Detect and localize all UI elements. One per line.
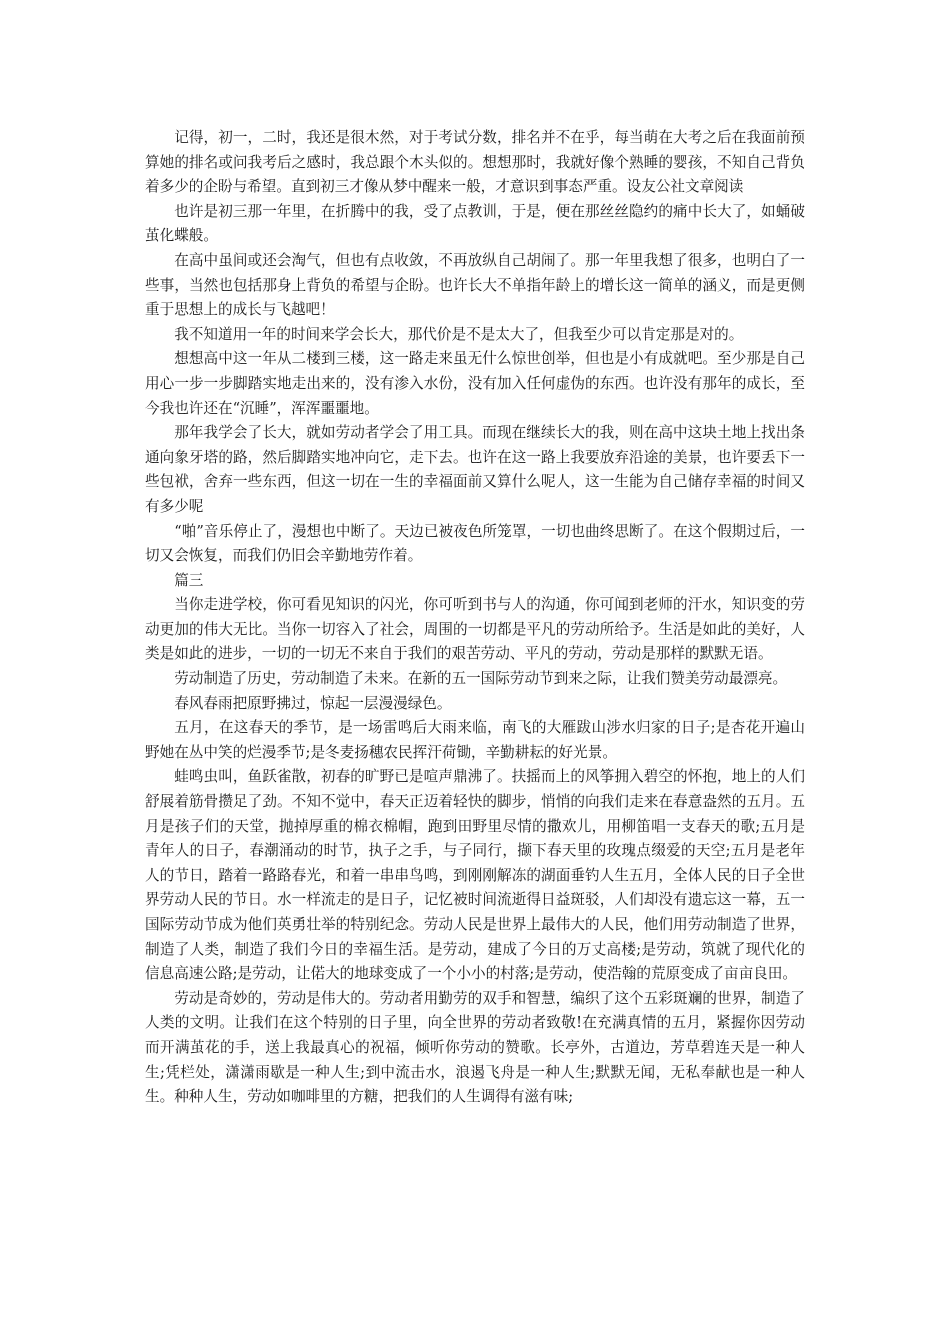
paragraph: 劳动是奇妙的，劳动是伟大的。劳动者用勤劳的双手和智慧，编织了这个五彩斑斓的世界，制造了人类的文明。让我们在这个特别的日子里，向全世界的劳动者致敬!在充满真情的五月，紧握你因劳动而开满茧花的手，送上我最真心的祝福，倾听你劳动的赞歌。长亭外，古道边，芳草碧连天是一种人生;凭栏处，潇潇雨歇是一种人生;到中流击水，浪遏飞舟是一种人生;默默无闻，无私奉献也是一种人生。种种人生，劳动如咖啡里的方糖，把我们的人生调得有滋有味;: [145, 989, 805, 1106]
paragraph: 那年我学会了长大，就如劳动者学会了用工具。而现在继续长大的我，则在高中这块土地上找出条通向象牙塔的路，然后脚踏实地冲向它，走下去。也许在这一路上我要放弃沿途的美景，也许要丢下一些包袱，舍弃一些东西，但这一切在一生的幸福面前又算什么呢人，这一生能为自己储存幸福的时间又有多少呢: [145, 424, 805, 515]
paragraph: 我不知道用一年的时间来学会长大，那代价是不是太大了，但我至少可以肯定那是对的。: [174, 325, 744, 343]
paragraph: 记得，初一，二时，我还是很木然，对于考试分数，排名并不在乎，每当萌在大考之后在我面前预算她的排名或问我考后之感时，我总跟个木头似的。想想那时，我就好像个熟睡的婴孩，不知自己背负着多少的企盼与希望。直到初三才像从梦中醒来一般，才意识到事态严重。设友公社文章阅读: [145, 129, 805, 196]
paragraph: 蛙鸣虫叫，鱼跃雀散，初春的旷野已是喧声鼎沸了。扶摇而上的风筝拥入碧空的怀抱，地上的人们舒展着筋骨攒足了劲。不知不觉中，春天正迈着轻快的脚步，悄悄的向我们走来在春意盎然的五月。五月是孩子们的天堂，抛掉厚重的棉衣棉帽，跑到田野里尽情的撒欢儿，用柳笛唱一支春天的歌;五月是青年人的日子，春潮涌动的时节，执子之手，与子同行，撷下春天里的玫瑰点缀爱的天空;五月是老年人的节日，踏着一路路春光，和着一串串鸟鸣，到刚刚解冻的湖面垂钓人生五月，全体人民的日子全世界劳动人民的节日。水一样流走的是日子，记忆被时间流逝得日益斑驳，人们却没有遗忘这一幕，五一国际劳动节成为他们英勇壮举的特别纪念。劳动人民是世界上最伟大的人民，他们用劳动制造了世界，制造了人类，制造了我们今日的幸福生活。是劳动，建成了今日的万丈高楼;是劳动，筑就了现代化的信息高速公路;是劳动，让偌大的地球变成了一个小小的村落;是劳动，使浩翰的荒原变成了亩亩良田。: [145, 768, 805, 983]
paragraph: 五月，在这春天的季节，是一场雷鸣后大雨来临，南飞的大雁跋山涉水归家的日子;是杏花开遍山野她在丛中笑的烂漫季节;是冬麦扬穗农民挥汗荷锄，辛勤耕耘的好光景。: [145, 719, 805, 761]
paragraph: 想想高中这一年从二楼到三楼，这一路走来虽无什么惊世创举，但也是小有成就吧。至少那是自己用心一步一步脚踏实地走出来的，没有渗入水份，没有加入任何虚伪的东西。也许没有那年的成长，至今我也许还在“沉睡”，浑浑噩噩地。: [145, 350, 805, 417]
paragraph: 春风春雨把原野拂过，惊起一层漫漫绿色。: [174, 694, 452, 712]
paragraph: 也许是初三那一年里，在折腾中的我，受了点教训，于是，便在那丝丝隐约的痛中长大了，如蛹破茧化蝶般。: [145, 202, 805, 245]
paragraph: “啪”音乐停止了，漫想也中断了。天边已被夜色所笼罩，一切也曲终思断了。在这个假期过后，一切又会恢复，而我们仍旧会辛勤地劳作着。: [145, 522, 805, 565]
document-body: [145, 126, 805, 1110]
section-heading: 篇三: [174, 571, 204, 589]
paragraph: 在高中虽间或还会淘气，但也有点收敛，不再放纵自己胡闹了。那一年里我想了很多，也明白了一些事，当然也包括那身上背负的希望与企盼。也许长大不单指年龄上的增长这一简单的涵义，而是更侧重于思想上的成长与飞越吧！: [145, 251, 805, 319]
paragraph: 劳动制造了历史，劳动制造了未来。在新的五一国际劳动节到来之际，让我们赞美劳动最漂亮。: [174, 670, 788, 688]
paragraph: 当你走进学校，你可看见知识的闪光，你可听到书与人的沟通，你可闻到老师的汗水，知识变的劳动更加的伟大无比。当你一切容入了社会，周围的一切都是平凡的劳动所给予。生活是如此的美好，人类是如此的进步，一切的一切无不来自于我们的艰苦劳动、平凡的劳动，劳动是那样的默默无语。: [145, 596, 805, 663]
